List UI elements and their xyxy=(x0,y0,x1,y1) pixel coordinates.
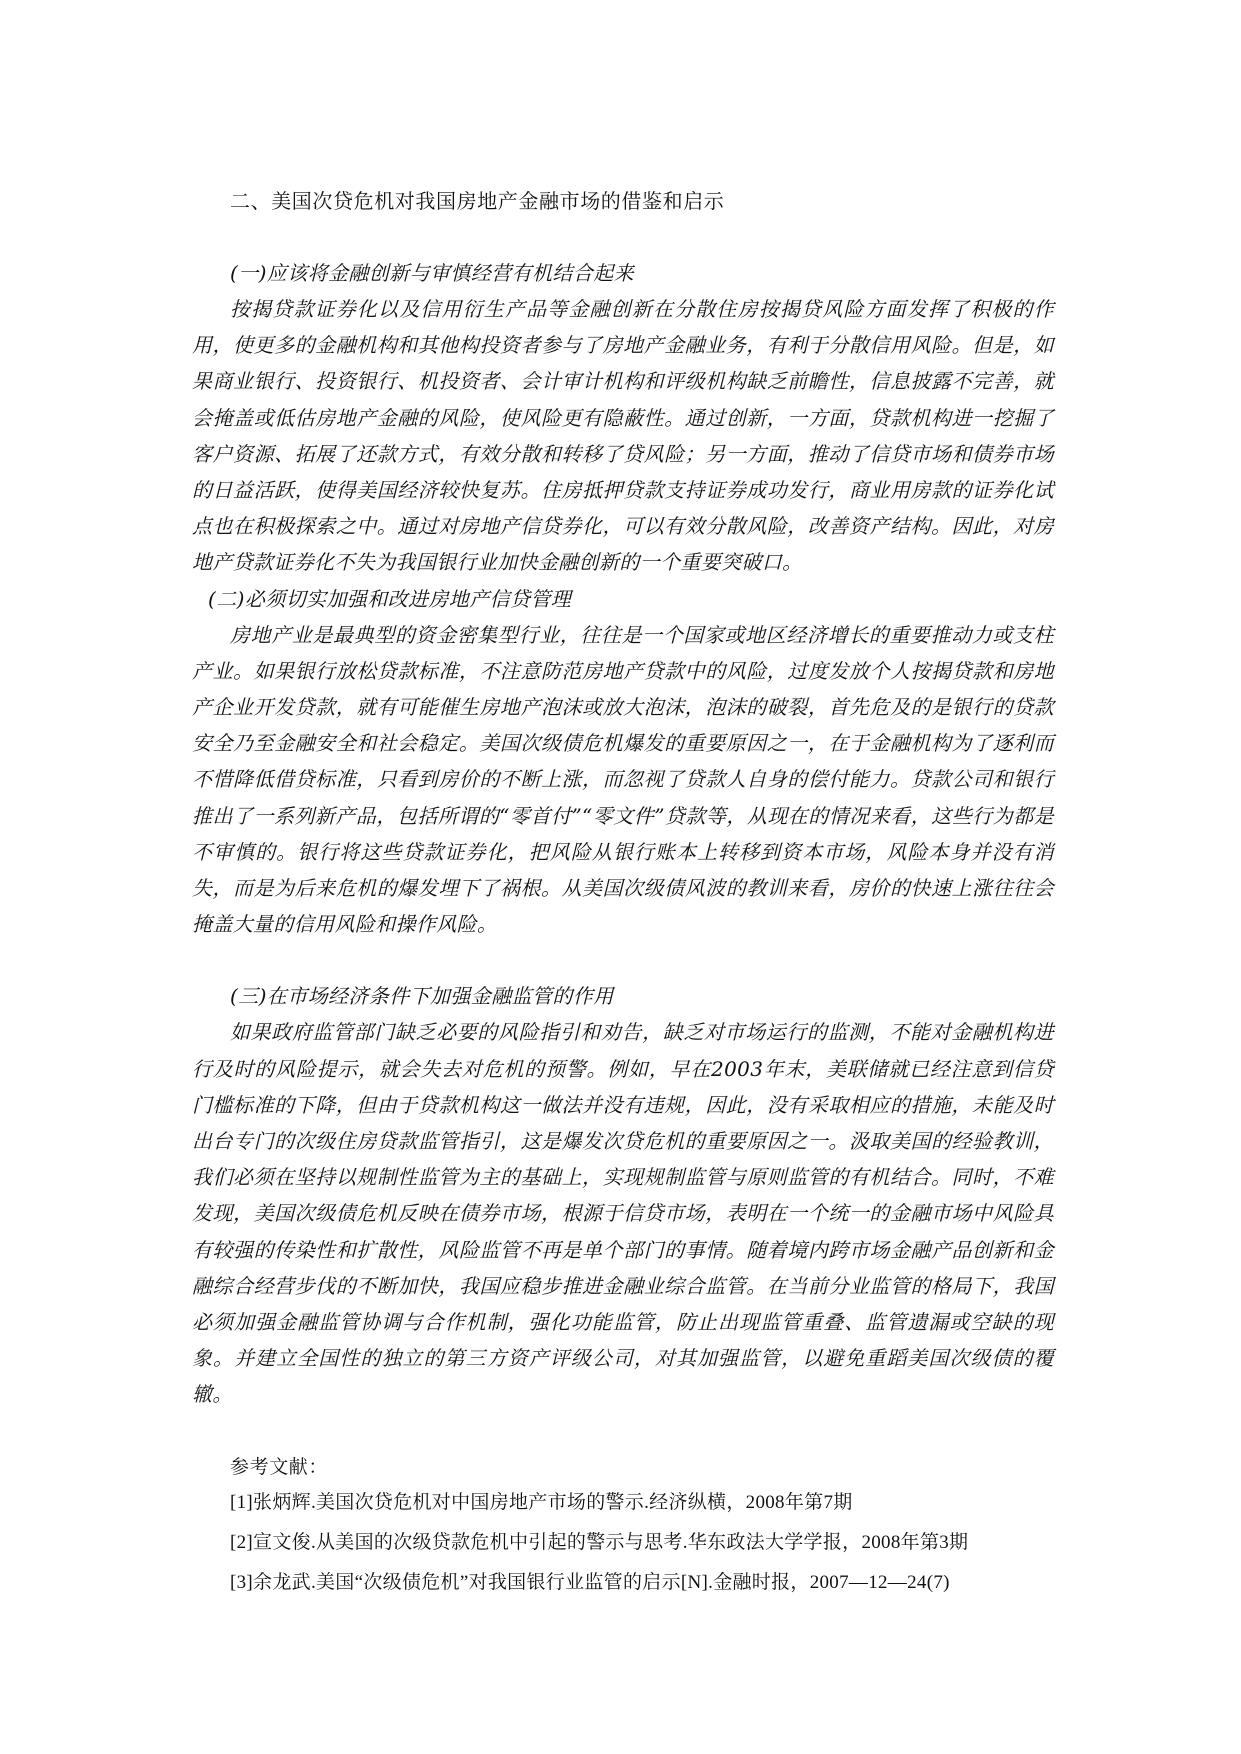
reference-item: [1]张炳辉.美国次贷危机对中国房地产市场的警示.经济纵横，2008年第7期 xyxy=(230,1491,853,1513)
subsection-heading: (二)必须切实加强和改进房地产信贷管理 xyxy=(208,586,572,611)
reference-item: [2]宣文俊.从美国的次级贷款危机中引起的警示与思考.华东政法大学学报，2008年第3期 xyxy=(230,1531,969,1553)
references-section xyxy=(192,1449,1054,1601)
reference-item: [3]余龙武.美国“次级债危机”对我国银行业监管的启示[N].金融时报，2007—12—24(7) xyxy=(230,1571,950,1593)
subsection-1 xyxy=(192,255,1054,581)
section-title: 二、美国次贷危机对我国房地产金融市场的借鉴和启示 xyxy=(230,189,725,213)
subsection-heading: (一)应该将金融创新与审慎经营有机结合起来 xyxy=(230,261,635,285)
subsection-heading: (三)在市场经济条件下加强金融监管的作用 xyxy=(230,984,614,1009)
subsection-paragraph: 如果政府监管部门缺乏必要的风险指引和劝告，缺乏对市场运行的监测，不能对金融机构进行及时的风险提示，就会失去对危机的预警。例如，早在2003年末，美联储就已经注意到信贷门槛标准的下降，但由于贷款机构这一做法并没有违规，因此，没有采取相应的措施，未能及时出台专门的次级住房贷款监管指引，这是爆发次贷危机的重要原因之一。汲取美国的经验教训，我们必须在坚持以规制性监管为主的基础上，实现规制监管与原则监管的有机结合。同时，不难发现，美国次级债危机反映在债券市场，根源于信贷市场，表明在一个统一的金融市场中风险具有较强的传染性和扩散性，风险监管不再是单个部门的事情。随着境内跨市场金融产品创新和金融综合经营步伐的不断加快，我国应稳步推进金融业综合监管。在当前分业监管的格局下，我国必须加强金融监管协调与合作机制，强化功能监管，防止出现监管重叠、监管遗漏或空缺的现象。并建立全国性的独立的第三方资产评级公司，对其加强监管，以避免重蹈美国次级债的覆辙。 xyxy=(192,1020,1054,1407)
paragraph-gap xyxy=(192,942,1054,978)
document-content xyxy=(192,183,1054,1601)
subsection-paragraph: 房地产业是最典型的资金密集型行业，往往是一个国家或地区经济增长的重要推动力或支柱产业。如果银行放松贷款标准，不注意防范房地产贷款中的风险，过度发放个人按揭贷款和房地产企业开发贷款，就有可能催生房地产泡沫或放大泡沫，泡沫的破裂，首先危及的是银行的贷款安全乃至金融安全和社会稳定。美国次级债危机爆发的重要原因之一，在于金融机构为了逐利而不惜降低借贷标准，只看到房价的不断上涨，而忽视了贷款人自身的偿付能力。贷款公司和银行推出了一系列新产品，包括所谓的“零首付”“零文件”贷款等，从现在的情况来看，这些行为都是不审慎的。银行将这些贷款证券化，把风险从银行账本上转移到资本市场，风险本身并没有消失，而是为后来危机的爆发埋下了祸根。从美国次级债风波的教训来看，房价的快速上涨往往会掩盖大量的信用风险和操作风险。 xyxy=(192,622,1054,937)
paragraph-gap xyxy=(192,1413,1054,1449)
references-title: 参考文献： xyxy=(230,1455,329,1478)
subsection-paragraph: 按揭贷款证券化以及信用衍生产品等金融创新在分散住房按揭贷风险方面发挥了积极的作用，使更多的金融机构和其他构投资者参与了房地产金融业务，有利于分散信用风险。但是，如果商业银行、投资银行、机投资者、会计审计机构和评级机构缺乏前瞻性，信息披露不完善，就会掩盖或低估房地产金融的风险，使风险更有隐蔽性。通过创新，一方面，贷款机构进一挖掘了客户资源、拓展了还款方式，有效分散和转移了贷风险；另一方面，推动了信贷市场和债券市场的日益活跃，使得美国经济较快复苏。住房抵押贷款支持证券成功发行，商业用房款的证券化试点也在积极探索之中。通过对房地产信贷券化，可以有效分散风险，改善资产结构。因此，对房地产贷款证券化不失为我国银行业加快金融创新的一个重要突破口。 xyxy=(192,297,1054,575)
subsection-3 xyxy=(192,978,1054,1412)
subsection-2 xyxy=(192,581,1054,943)
